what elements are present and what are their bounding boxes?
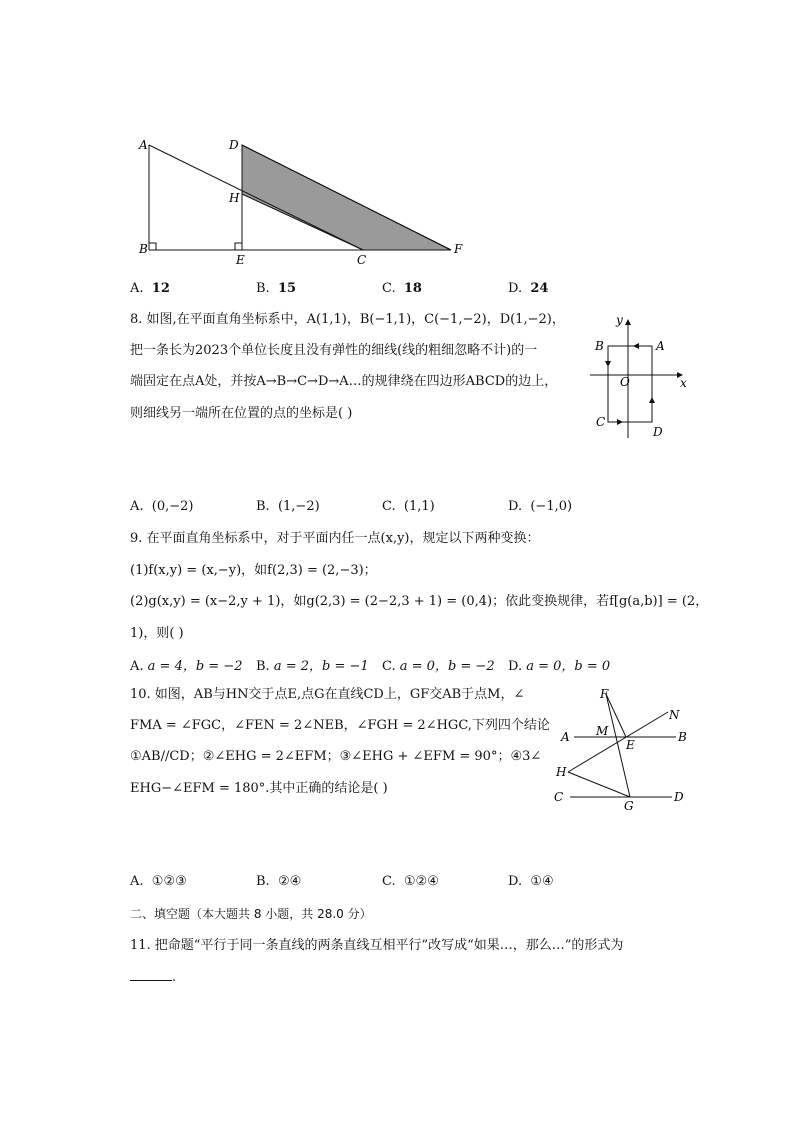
right-angle-e bbox=[235, 243, 242, 250]
q8-line-4: 则细线另一端所在位置的点的坐标是( ) bbox=[130, 406, 353, 421]
label-b: B bbox=[139, 242, 148, 256]
q8-option-a: A. (0,−2) bbox=[130, 499, 194, 514]
q9-line-4: 1)，则( ) bbox=[130, 626, 184, 641]
label-a: A bbox=[561, 730, 570, 744]
label-y: y bbox=[616, 313, 623, 327]
q7-triangle-figure bbox=[130, 134, 480, 269]
q9-line-1: 9. 在平面直角坐标系中，对于平面内任一点(x,y)，规定以下两种变换： bbox=[130, 531, 540, 546]
segment-fe bbox=[606, 694, 626, 737]
q11-line-1: 11. 把命题“平行于同一条直线的两条直线互相平行”改写成“如果…，那么…”的形式为 bbox=[130, 938, 624, 953]
q9-option-a: A. a = 4，b = −2 bbox=[130, 659, 243, 674]
q10-option-c: C. ①②④ bbox=[382, 874, 439, 889]
line-hn bbox=[568, 712, 668, 772]
label-e: E bbox=[236, 253, 245, 267]
label-d: D bbox=[229, 138, 239, 152]
q10-parallel-lines-figure bbox=[548, 684, 696, 814]
label-b: B bbox=[678, 730, 687, 744]
q7-option-a: A. 12 bbox=[130, 281, 170, 296]
q10-option-b: B. ②④ bbox=[256, 874, 302, 889]
label-c: C bbox=[554, 790, 564, 804]
right-angle-b bbox=[149, 243, 156, 250]
segment-hg bbox=[568, 772, 630, 797]
label-c: C bbox=[357, 253, 367, 267]
label-g: G bbox=[624, 799, 634, 813]
q9-line-2: (1)f(x,y) = (x,−y)，如f(2,3) = (2,−3)； bbox=[130, 563, 377, 578]
label-d: D bbox=[653, 425, 663, 439]
q9-option-c: C. a = 0，b = −2 bbox=[382, 659, 495, 674]
label-h: H bbox=[556, 765, 567, 779]
q10-option-d: D. ①④ bbox=[508, 874, 554, 889]
q10-line-4: EHG−∠EFM = 180°.其中正确的结论是( ) bbox=[130, 781, 388, 796]
q8-line-2: 把一条长为2023个单位长度且没有弹性的细线(线的粗细忽略不计)的一 bbox=[130, 343, 538, 358]
label-f: F bbox=[454, 242, 463, 256]
label-m: M bbox=[596, 724, 609, 738]
q8-option-c: C. (1,1) bbox=[382, 499, 435, 514]
label-c: C bbox=[596, 415, 606, 429]
label-f: F bbox=[600, 687, 609, 701]
label-a: A bbox=[656, 339, 665, 353]
q10-option-a: A. ①②③ bbox=[130, 874, 187, 889]
label-a: A bbox=[139, 138, 148, 152]
label-o: O bbox=[620, 375, 630, 389]
q9-line-3: (2)g(x,y) = (x−2,y + 1)，如g(2,3) = (2−2,3 + 1) = (0,4)；依此变换规律，若f[g(a,b)] = (2， bbox=[130, 594, 709, 609]
q10-line-2: FMA = ∠FGC，∠FEN = 2∠NEB，∠FGH = 2∠HGC,下列四个结论 bbox=[130, 718, 550, 733]
q9-option-d: D. a = 0，b = 0 bbox=[508, 659, 611, 674]
q8-option-d: D. (−1,0) bbox=[508, 499, 573, 514]
q10-line-3: ①AB//CD；②∠EHG = 2∠EFM；③∠EHG + ∠EFM = 90°；④3∠ bbox=[130, 749, 542, 764]
q10-line-1: 10. 如图，AB与HN交于点E,点G在直线CD上，GF交AB于点M，∠ bbox=[130, 687, 525, 702]
section-heading: 二、填空题（本大题共 8 小题，共 28.0 分） bbox=[130, 907, 372, 921]
label-n: N bbox=[669, 708, 680, 722]
q7-option-c: C. 18 bbox=[382, 281, 422, 296]
q9-option-b: B. a = 2，b = −1 bbox=[256, 659, 369, 674]
q7-option-d: D. 24 bbox=[508, 281, 549, 296]
label-e: E bbox=[626, 738, 635, 752]
q8-option-b: B. (1,−2) bbox=[256, 499, 320, 514]
q11-answer-line bbox=[130, 968, 176, 987]
label-b: B bbox=[595, 339, 604, 353]
q11-answer-blank[interactable] bbox=[130, 968, 172, 981]
label-d: D bbox=[674, 790, 684, 804]
label-x: x bbox=[680, 376, 687, 390]
q11-tail: . bbox=[172, 970, 177, 985]
q8-line-1: 8. 如图,在平面直角坐标系中，A(1,1)，B(−1,1)，C(−1,−2)，D(1,−2)， bbox=[130, 312, 565, 327]
q8-coordinate-figure bbox=[590, 310, 700, 445]
label-h: H bbox=[229, 191, 240, 205]
q7-option-b: B. 15 bbox=[256, 281, 297, 296]
q8-line-3: 端固定在点A处，并按A→B→C→D→A…的规律绕在四边形ABCD的边上， bbox=[130, 374, 558, 389]
rectangle-abcd bbox=[608, 346, 652, 422]
